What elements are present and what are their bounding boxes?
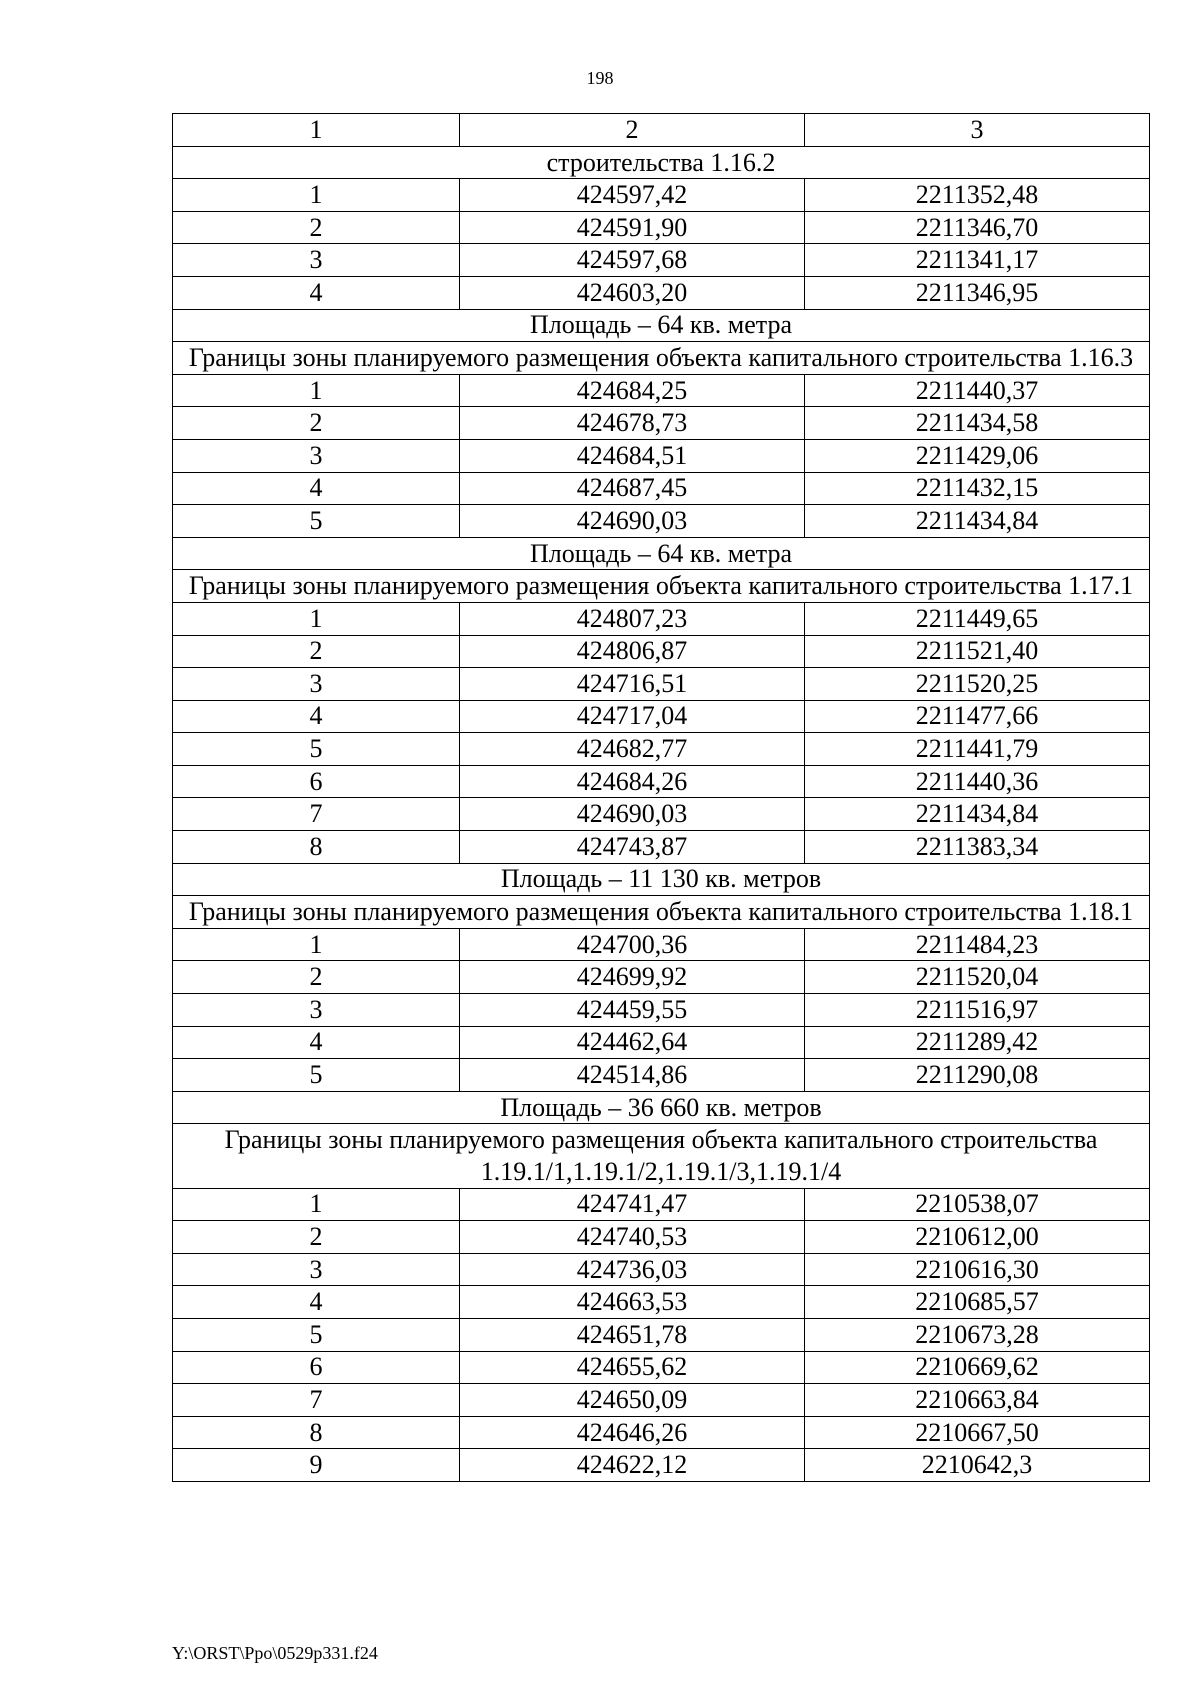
point-number-cell: 2 xyxy=(173,961,460,994)
table-row xyxy=(173,276,1150,309)
x-coordinate-cell: 424699,92 xyxy=(460,961,805,994)
table-row xyxy=(173,211,1150,244)
table-row xyxy=(173,1253,1150,1286)
table-row xyxy=(173,244,1150,277)
y-coordinate-cell: 2211484,23 xyxy=(805,928,1150,961)
x-coordinate-cell: 424678,73 xyxy=(460,407,805,440)
table-row xyxy=(173,1416,1150,1449)
point-number-cell: 2 xyxy=(173,407,460,440)
table-row xyxy=(173,994,1150,1027)
table-row xyxy=(173,668,1150,701)
y-coordinate-cell: 2211520,04 xyxy=(805,961,1150,994)
point-number-cell: 2 xyxy=(173,1221,460,1254)
y-coordinate-cell: 2211440,37 xyxy=(805,374,1150,407)
table-row xyxy=(173,928,1150,961)
point-number-cell: 1 xyxy=(173,374,460,407)
x-coordinate-cell: 424597,68 xyxy=(460,244,805,277)
y-coordinate-cell: 2210642,3 xyxy=(805,1449,1150,1482)
x-coordinate-cell: 424743,87 xyxy=(460,831,805,864)
y-coordinate-cell: 2211352,48 xyxy=(805,179,1150,212)
table-row xyxy=(173,1351,1150,1384)
table-row xyxy=(173,961,1150,994)
table-row xyxy=(173,1384,1150,1417)
table-row xyxy=(173,1221,1150,1254)
y-coordinate-cell: 2211383,34 xyxy=(805,831,1150,864)
x-coordinate-cell: 424651,78 xyxy=(460,1318,805,1351)
area-text: Площадь – 36 660 кв. метров xyxy=(173,1091,1150,1124)
table-row xyxy=(173,439,1150,472)
x-coordinate-cell: 424807,23 xyxy=(460,602,805,635)
y-coordinate-cell: 2211290,08 xyxy=(805,1059,1150,1092)
section-heading-row xyxy=(173,896,1150,929)
point-number-cell: 8 xyxy=(173,831,460,864)
x-coordinate-cell: 424806,87 xyxy=(460,635,805,668)
point-number-cell: 4 xyxy=(173,276,460,309)
x-coordinate-cell: 424741,47 xyxy=(460,1188,805,1221)
x-coordinate-cell: 424736,03 xyxy=(460,1253,805,1286)
y-coordinate-cell: 2210616,30 xyxy=(805,1253,1150,1286)
x-coordinate-cell: 424684,26 xyxy=(460,765,805,798)
table-row xyxy=(173,1188,1150,1221)
x-coordinate-cell: 424622,12 xyxy=(460,1449,805,1482)
table-row xyxy=(173,798,1150,831)
point-number-cell: 4 xyxy=(173,1026,460,1059)
point-number-cell: 5 xyxy=(173,1059,460,1092)
header-cell-x-coordinate: 2 xyxy=(460,114,805,147)
point-number-cell: 1 xyxy=(173,928,460,961)
point-number-cell: 1 xyxy=(173,1188,460,1221)
y-coordinate-cell: 2211434,84 xyxy=(805,798,1150,831)
point-number-cell: 1 xyxy=(173,602,460,635)
section-heading-text: Границы зоны планируемого размещения объекта капитального строительства 1.17.1 xyxy=(173,570,1150,603)
x-coordinate-cell: 424700,36 xyxy=(460,928,805,961)
point-number-cell: 5 xyxy=(173,505,460,538)
x-coordinate-cell: 424684,25 xyxy=(460,374,805,407)
y-coordinate-cell: 2210673,28 xyxy=(805,1318,1150,1351)
y-coordinate-cell: 2211429,06 xyxy=(805,439,1150,472)
x-coordinate-cell: 424684,51 xyxy=(460,439,805,472)
y-coordinate-cell: 2211289,42 xyxy=(805,1026,1150,1059)
y-coordinate-cell: 2211440,36 xyxy=(805,765,1150,798)
y-coordinate-cell: 2210685,57 xyxy=(805,1286,1150,1319)
x-coordinate-cell: 424690,03 xyxy=(460,798,805,831)
y-coordinate-cell: 2211521,40 xyxy=(805,635,1150,668)
section-heading-text: строительства 1.16.2 xyxy=(173,146,1150,179)
point-number-cell: 3 xyxy=(173,994,460,1027)
x-coordinate-cell: 424646,26 xyxy=(460,1416,805,1449)
x-coordinate-cell: 424690,03 xyxy=(460,505,805,538)
y-coordinate-cell: 2211432,15 xyxy=(805,472,1150,505)
y-coordinate-cell: 2211520,25 xyxy=(805,668,1150,701)
table-row xyxy=(173,505,1150,538)
section-heading-text: Границы зоны планируемого размещения объекта капитального строительства 1.19.1/1,1.19.1/2,1.19.1/3,1.19.1/4 xyxy=(173,1124,1150,1188)
x-coordinate-cell: 424591,90 xyxy=(460,211,805,244)
x-coordinate-cell: 424655,62 xyxy=(460,1351,805,1384)
table-row xyxy=(173,831,1150,864)
table-row xyxy=(173,765,1150,798)
x-coordinate-cell: 424716,51 xyxy=(460,668,805,701)
section-heading-row xyxy=(173,146,1150,179)
area-text: Площадь – 64 кв. метра xyxy=(173,537,1150,570)
point-number-cell: 7 xyxy=(173,1384,460,1417)
section-heading-row xyxy=(173,570,1150,603)
point-number-cell: 5 xyxy=(173,1318,460,1351)
x-coordinate-cell: 424717,04 xyxy=(460,700,805,733)
point-number-cell: 9 xyxy=(173,1449,460,1482)
point-number-cell: 3 xyxy=(173,439,460,472)
table-row xyxy=(173,374,1150,407)
area-row xyxy=(173,1091,1150,1124)
area-row xyxy=(173,863,1150,896)
area-row xyxy=(173,309,1150,342)
x-coordinate-cell: 424514,86 xyxy=(460,1059,805,1092)
x-coordinate-cell: 424597,42 xyxy=(460,179,805,212)
coordinates-table xyxy=(172,113,1150,1482)
table-row xyxy=(173,700,1150,733)
table-row xyxy=(173,179,1150,212)
header-cell-point-number: 1 xyxy=(173,114,460,147)
point-number-cell: 4 xyxy=(173,700,460,733)
y-coordinate-cell: 2210538,07 xyxy=(805,1188,1150,1221)
y-coordinate-cell: 2210612,00 xyxy=(805,1221,1150,1254)
area-row xyxy=(173,537,1150,570)
section-heading-row xyxy=(173,1124,1150,1188)
point-number-cell: 4 xyxy=(173,1286,460,1319)
table-row xyxy=(173,635,1150,668)
point-number-cell: 3 xyxy=(173,1253,460,1286)
section-heading-text: Границы зоны планируемого размещения объекта капитального строительства 1.18.1 xyxy=(173,896,1150,929)
x-coordinate-cell: 424682,77 xyxy=(460,733,805,766)
y-coordinate-cell: 2211434,58 xyxy=(805,407,1150,440)
x-coordinate-cell: 424650,09 xyxy=(460,1384,805,1417)
point-number-cell: 7 xyxy=(173,798,460,831)
y-coordinate-cell: 2211434,84 xyxy=(805,505,1150,538)
point-number-cell: 6 xyxy=(173,1351,460,1384)
x-coordinate-cell: 424687,45 xyxy=(460,472,805,505)
point-number-cell: 2 xyxy=(173,635,460,668)
x-coordinate-cell: 424462,64 xyxy=(460,1026,805,1059)
header-cell-y-coordinate: 3 xyxy=(805,114,1150,147)
coordinates-table-body xyxy=(173,114,1150,1482)
y-coordinate-cell: 2211346,70 xyxy=(805,211,1150,244)
point-number-cell: 3 xyxy=(173,244,460,277)
y-coordinate-cell: 2211441,79 xyxy=(805,733,1150,766)
point-number-cell: 5 xyxy=(173,733,460,766)
point-number-cell: 6 xyxy=(173,765,460,798)
point-number-cell: 1 xyxy=(173,179,460,212)
table-row xyxy=(173,1026,1150,1059)
y-coordinate-cell: 2211341,17 xyxy=(805,244,1150,277)
section-heading-text: Границы зоны планируемого размещения объекта капитального строительства 1.16.3 xyxy=(173,342,1150,375)
y-coordinate-cell: 2211449,65 xyxy=(805,602,1150,635)
x-coordinate-cell: 424459,55 xyxy=(460,994,805,1027)
table-row xyxy=(173,602,1150,635)
y-coordinate-cell: 2211516,97 xyxy=(805,994,1150,1027)
point-number-cell: 3 xyxy=(173,668,460,701)
table-header-row xyxy=(173,114,1150,147)
y-coordinate-cell: 2210663,84 xyxy=(805,1384,1150,1417)
table-row xyxy=(173,407,1150,440)
footer-file-path: Y:\ORST\Ppo\0529p331.f24 xyxy=(172,1643,378,1663)
table-row xyxy=(173,472,1150,505)
area-text: Площадь – 11 130 кв. метров xyxy=(173,863,1150,896)
y-coordinate-cell: 2210669,62 xyxy=(805,1351,1150,1384)
x-coordinate-cell: 424663,53 xyxy=(460,1286,805,1319)
point-number-cell: 2 xyxy=(173,211,460,244)
table-row xyxy=(173,1286,1150,1319)
area-text: Площадь – 64 кв. метра xyxy=(173,309,1150,342)
x-coordinate-cell: 424740,53 xyxy=(460,1221,805,1254)
section-heading-row xyxy=(173,342,1150,375)
y-coordinate-cell: 2211346,95 xyxy=(805,276,1150,309)
point-number-cell: 4 xyxy=(173,472,460,505)
table-row xyxy=(173,733,1150,766)
y-coordinate-cell: 2210667,50 xyxy=(805,1416,1150,1449)
x-coordinate-cell: 424603,20 xyxy=(460,276,805,309)
table-row xyxy=(173,1318,1150,1351)
table-row xyxy=(173,1449,1150,1482)
point-number-cell: 8 xyxy=(173,1416,460,1449)
y-coordinate-cell: 2211477,66 xyxy=(805,700,1150,733)
page-number: 198 xyxy=(586,68,614,88)
table-row xyxy=(173,1059,1150,1092)
